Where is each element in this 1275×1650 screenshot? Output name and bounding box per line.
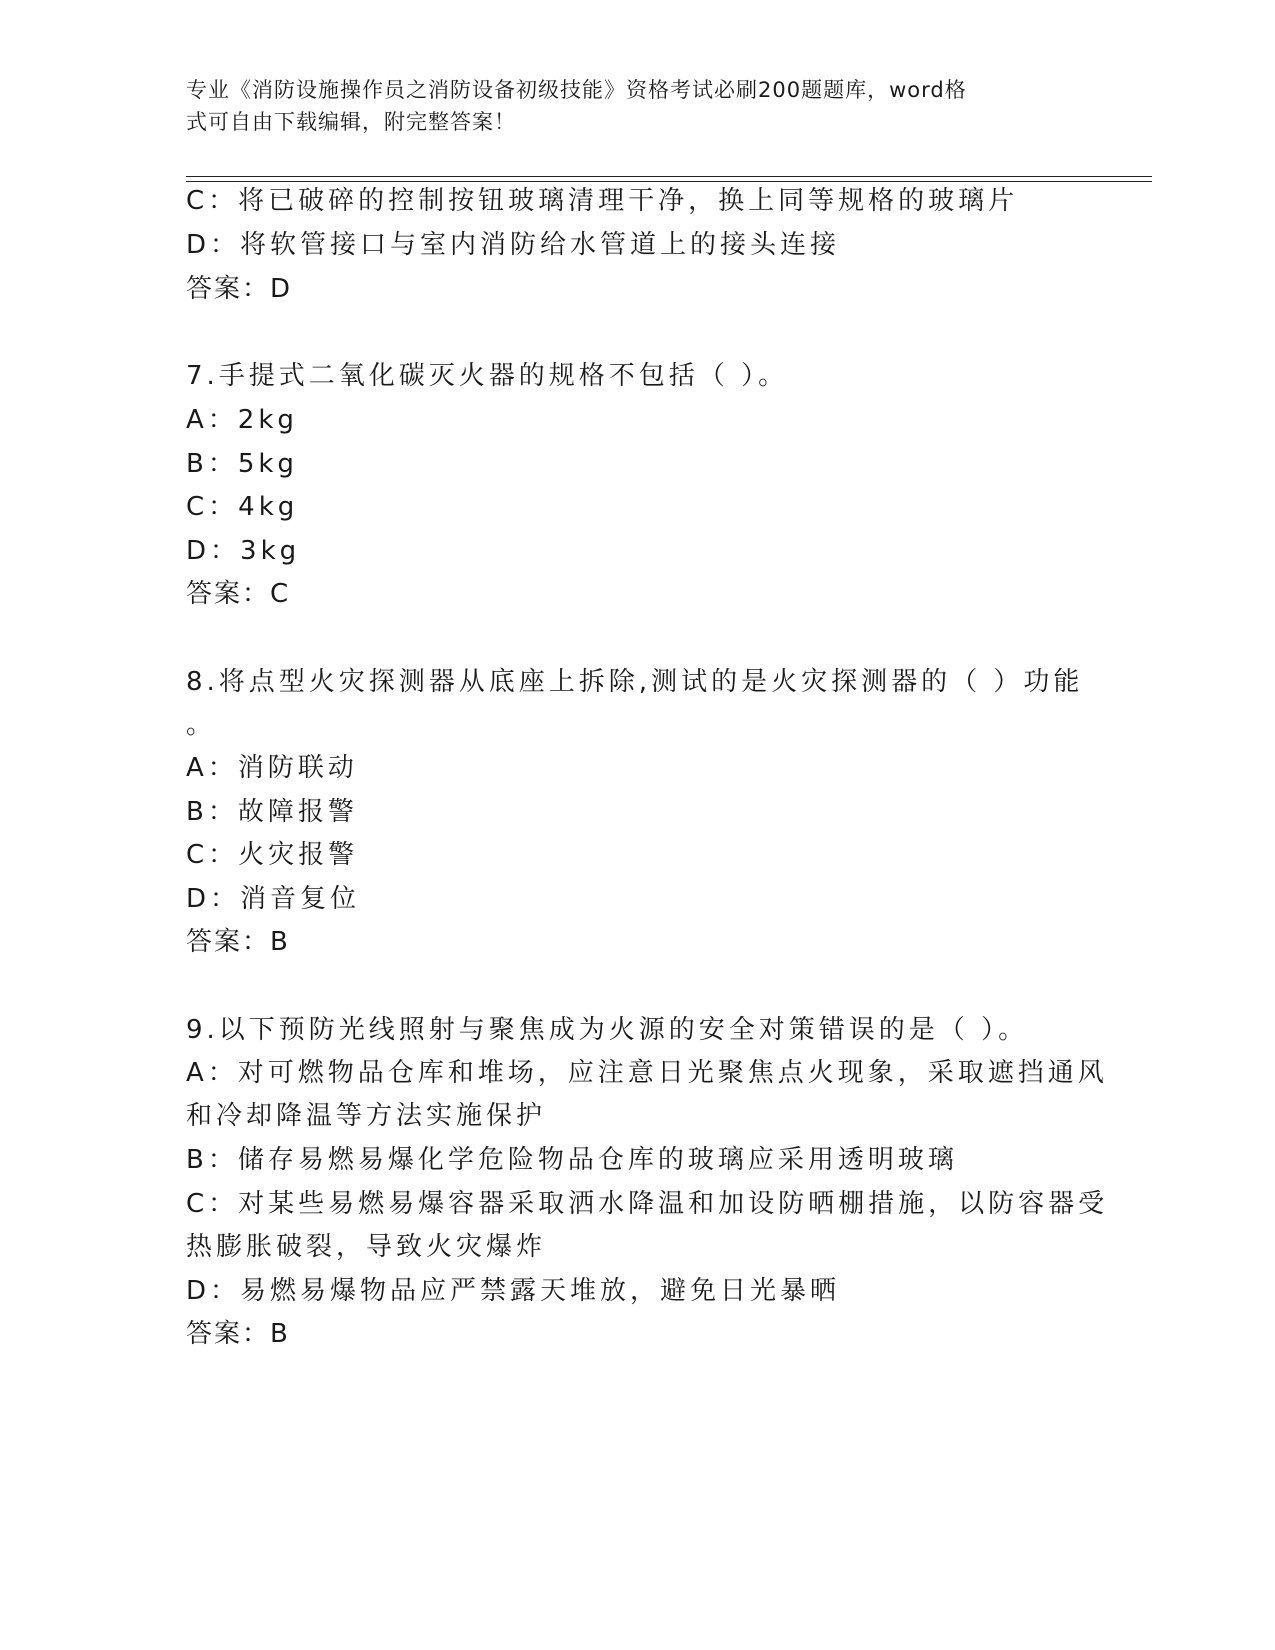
q9-option-c-line-2: 热膨胀破裂，导致火灾爆炸 [186, 1232, 547, 1262]
q8-option-d: D：消音复位 [186, 884, 361, 914]
q6-option-c: C：将已破碎的控制按钮玻璃清理干净，换上同等规格的玻璃片 [186, 186, 1019, 216]
q9-option-b: B：储存易燃易爆化学危险物品仓库的玻璃应采用透明玻璃 [186, 1145, 958, 1175]
q8-option-b: B：故障报警 [186, 797, 358, 827]
q9-stem: 9.以下预防光线照射与聚焦成为火源的安全对策错误的是（ ）。 [186, 1015, 1029, 1045]
q9-option-a-line-1: A：对可燃物品仓库和堆场，应注意日光聚焦点火现象，采取遮挡通风 [186, 1058, 1108, 1088]
header-line-2: 式可自由下载编辑，附完整答案！ [186, 110, 516, 134]
q6-answer: 答案：D [186, 274, 293, 304]
q7-option-d: D：3kg [186, 536, 301, 566]
header-divider-bottom [186, 181, 1152, 182]
q9-option-d: D：易燃易爆物品应严禁露天堆放，避免日光暴晒 [186, 1276, 841, 1306]
q8-answer: 答案：B [186, 927, 290, 957]
q8-option-a: A：消防联动 [186, 753, 358, 783]
q7-answer: 答案：C [186, 579, 291, 609]
q9-option-a-line-2: 和冷却降温等方法实施保护 [186, 1101, 547, 1131]
q7-option-a: A：2kg [186, 405, 298, 435]
header-divider-top [186, 176, 1152, 177]
q7-stem: 7.手提式二氧化碳灭火器的规格不包括（ ）。 [186, 361, 789, 391]
document-header [186, 74, 1066, 138]
q9-option-c-line-1: C：对某些易燃易爆容器采取洒水降温和加设防晒棚措施，以防容器受 [186, 1189, 1109, 1219]
q7-option-c: C：4kg [186, 492, 299, 522]
header-line-1: 专业《消防设施操作员之消防设备初级技能》资格考试必刷200题题库，word格 [186, 78, 967, 102]
q6-option-d: D：将软管接口与室内消防给水管道上的接头连接 [186, 230, 841, 260]
q8-stem-line-2: 。 [186, 710, 217, 740]
q9-answer: 答案：B [186, 1319, 290, 1349]
q7-option-b: B：5kg [186, 449, 298, 479]
q8-stem-line-1: 8.将点型火灾探测器从底座上拆除,测试的是火灾探测器的（ ）功能 [186, 667, 1084, 697]
q8-option-c: C：火灾报警 [186, 840, 359, 870]
